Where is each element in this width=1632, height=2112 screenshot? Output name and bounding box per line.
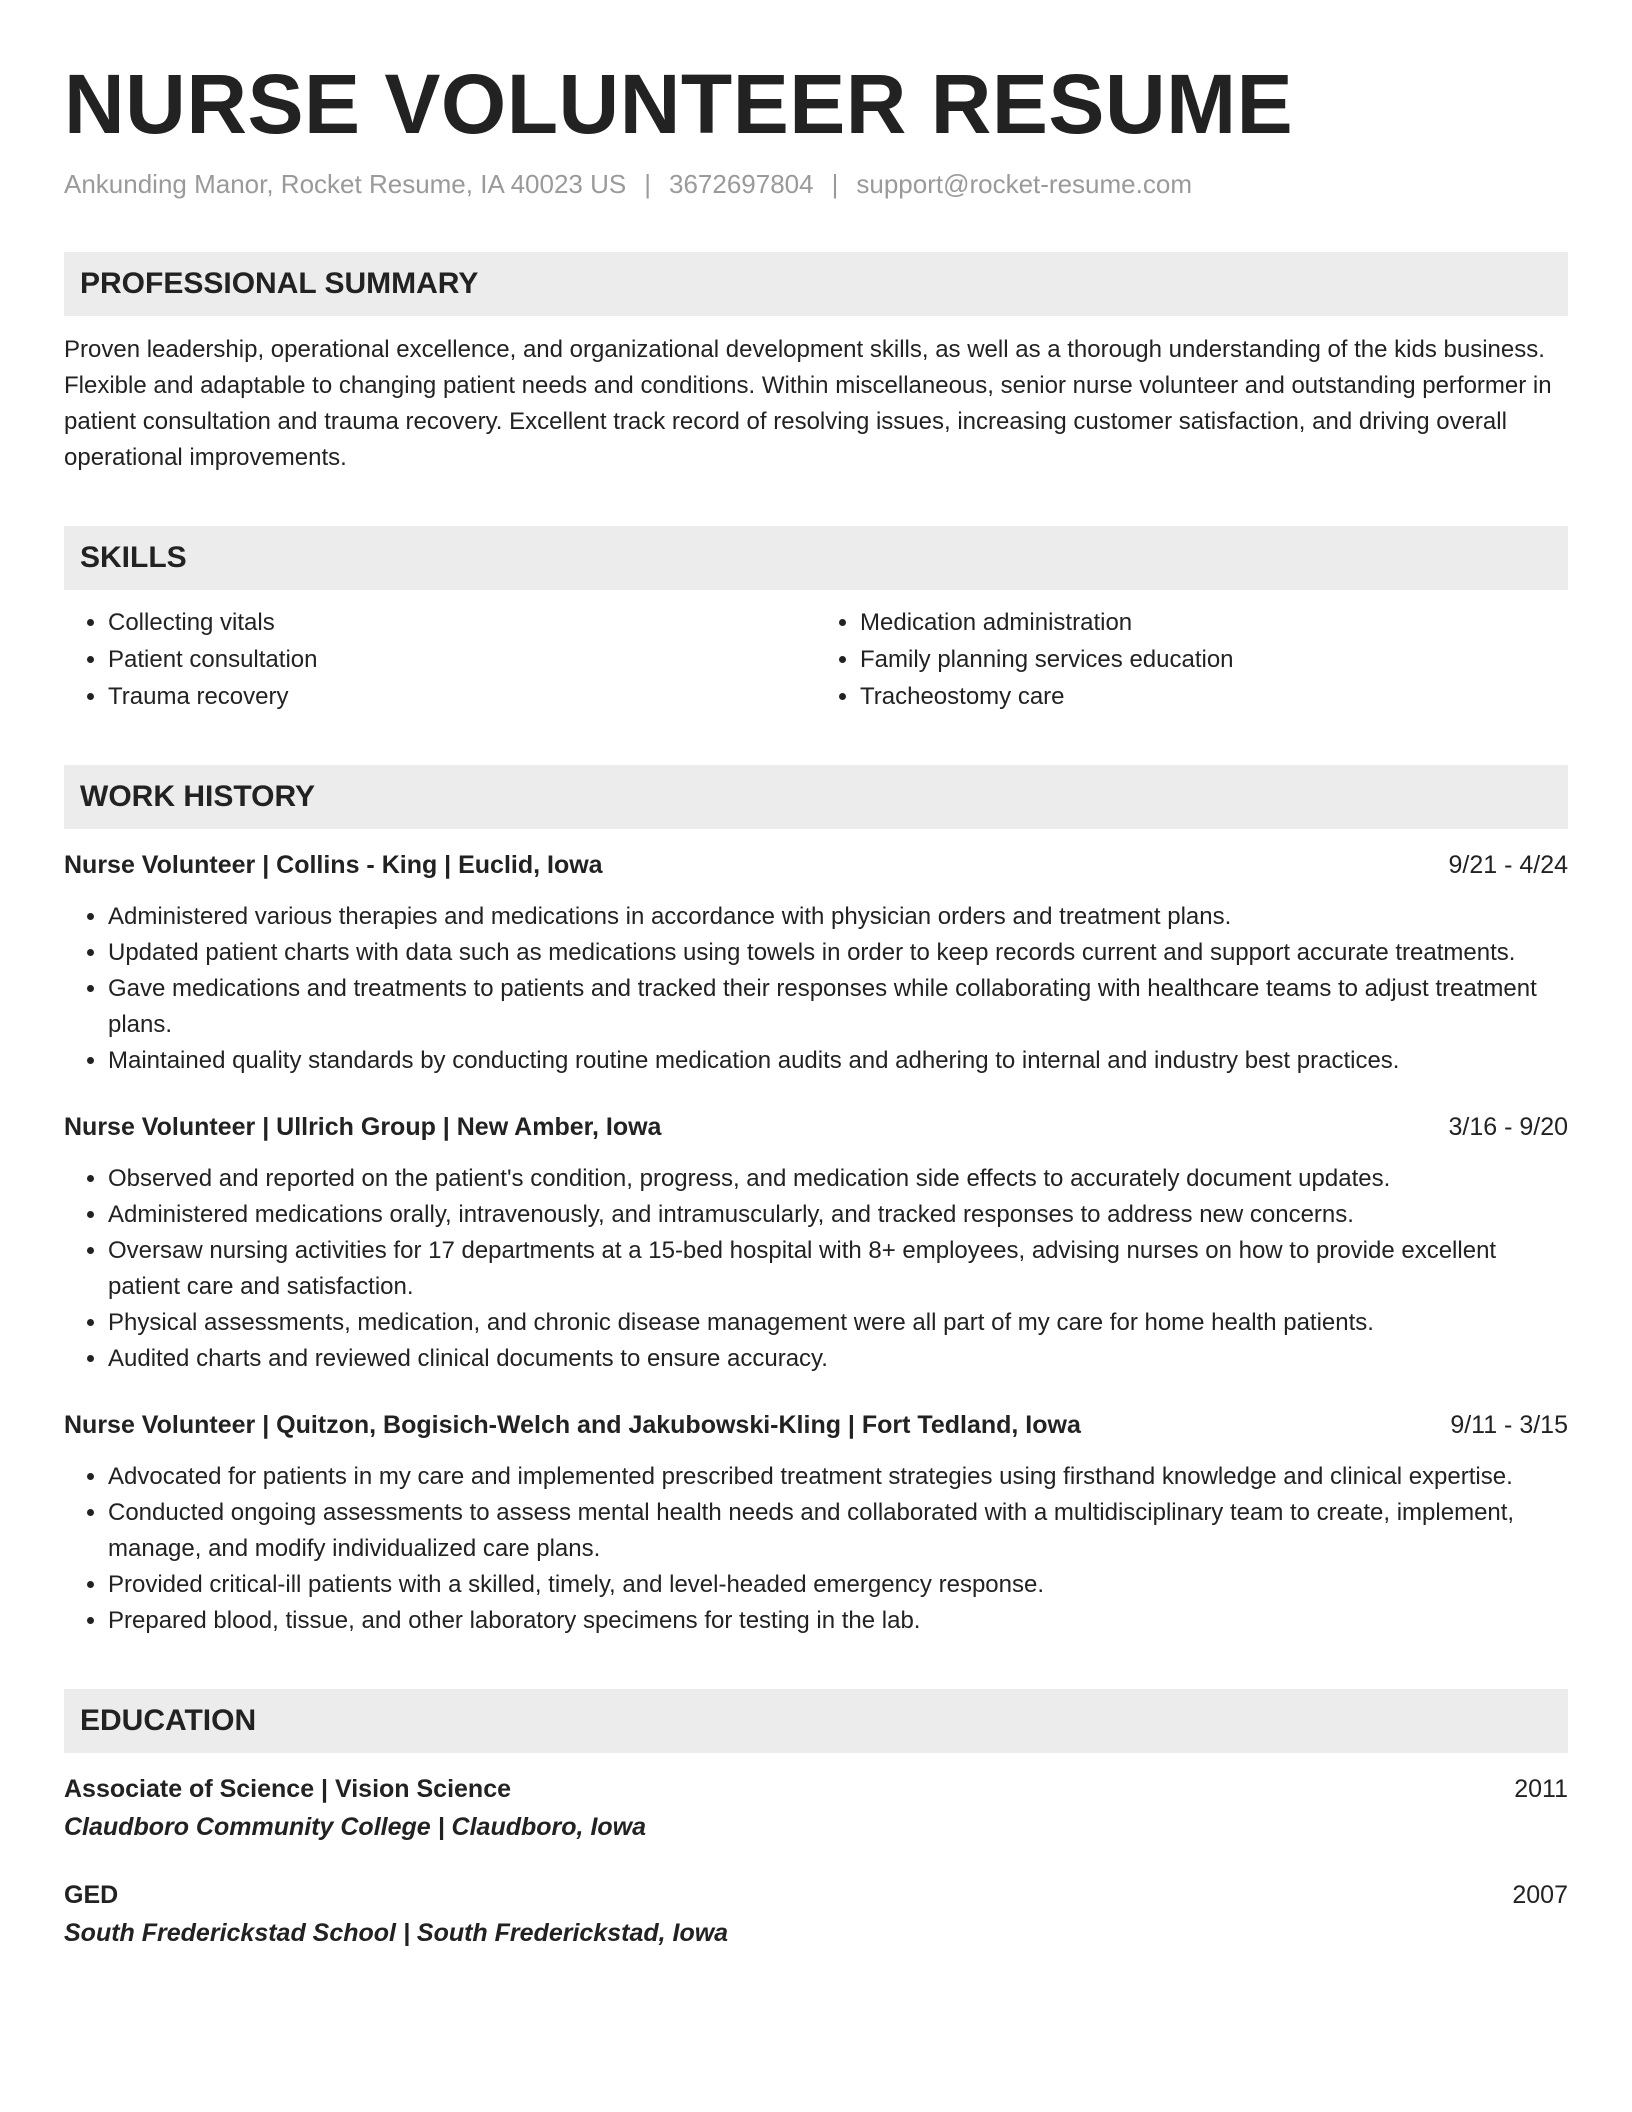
job-entry	[64, 1407, 1568, 1639]
job-bullet: • Updated patient charts with data such as medications using towels in order to keep records current and support accurate treatments.	[108, 935, 1568, 971]
section-header-work: WORK HISTORY	[64, 765, 1568, 829]
job-bullets	[64, 1161, 1568, 1377]
job-bullet: • Gave medications and treatments to patients and tracked their responses while collaborating with healthcare teams to adjust treatment plans.	[108, 971, 1568, 1043]
job-bullets	[64, 899, 1568, 1079]
job-title: Nurse Volunteer | Quitzon, Bogisich-Welch and Jakubowski-Kling | Fort Tedland, Iowa	[64, 1411, 1081, 1439]
job-dates: 9/21 - 4/24	[1448, 851, 1568, 879]
skills-column-left	[64, 604, 816, 715]
section-header-summary: PROFESSIONAL SUMMARY	[64, 252, 1568, 316]
job-bullet: • Administered medications orally, intravenously, and intramuscularly, and tracked responses to address new concerns.	[108, 1197, 1568, 1233]
job-bullet: • Prepared blood, tissue, and other laboratory specimens for testing in the lab.	[108, 1603, 1568, 1639]
skills-column-right	[816, 604, 1568, 715]
contact-address: Ankunding Manor, Rocket Resume, IA 40023 US	[64, 169, 627, 199]
education-degree: Associate of Science | Vision Science	[64, 1775, 512, 1803]
education-entry	[64, 1771, 1568, 1847]
job-bullet: • Advocated for patients in my care and implemented prescribed treatment strategies using firsthand knowledge and clinical expertise.	[108, 1459, 1568, 1495]
skill-item: • Collecting vitals	[108, 604, 816, 641]
job-entry	[64, 847, 1568, 1079]
education-school: South Frederickstad School | South Frederickstad, Iowa	[64, 1919, 729, 1947]
job-bullet: • Conducted ongoing assessments to assess mental health needs and collaborated with a multidisciplinary team to create, implement, manage, and modify individualized care plans.	[108, 1495, 1568, 1567]
education-year: 2011	[1514, 1775, 1568, 1803]
contact-line	[64, 166, 1568, 202]
summary-text: Proven leadership, operational excellence, and organizational development skills, as well as a thorough understanding of the kids business. Flexible and adaptable to changing patient needs and conditions. Within miscellaneous, senior nurse volunteer and outstanding performer in patient consultation and trauma recovery. Excellent track record of resolving issues, increasing customer satisfaction, and driving overall operational improvements.	[64, 336, 1552, 471]
contact-email: support@rocket-resume.com	[856, 169, 1192, 199]
section-header-education: EDUCATION	[64, 1689, 1568, 1753]
job-dates: 3/16 - 9/20	[1448, 1113, 1568, 1141]
education-year: 2007	[1512, 1881, 1568, 1909]
skill-item: • Trauma recovery	[108, 678, 816, 715]
contact-phone: 3672697804	[668, 169, 814, 199]
job-bullet: • Audited charts and reviewed clinical documents to ensure accuracy.	[108, 1341, 1568, 1377]
job-bullet: • Administered various therapies and medications in accordance with physician orders and treatment plans.	[108, 899, 1568, 935]
education-degree: GED	[64, 1881, 119, 1909]
job-bullet: • Oversaw nursing activities for 17 departments at a 15-bed hospital with 8+ employees, advising nurses on how to provide excellent patient care and satisfaction.	[108, 1233, 1568, 1305]
job-title: Nurse Volunteer | Collins - King | Euclid, Iowa	[64, 851, 603, 879]
education-header	[64, 1877, 1568, 1913]
section-header-skills: SKILLS	[64, 526, 1568, 590]
education-school: Claudboro Community College | Claudboro, Iowa	[64, 1813, 647, 1841]
skill-item: • Medication administration	[860, 604, 1568, 641]
skill-item: • Tracheostomy care	[860, 678, 1568, 715]
job-bullet: • Physical assessments, medication, and chronic disease management were all part of my care for home health patients.	[108, 1305, 1568, 1341]
skills-list	[64, 604, 1568, 715]
job-bullet: • Provided critical-ill patients with a skilled, timely, and level-headed emergency response.	[108, 1567, 1568, 1603]
job-header	[64, 1109, 1568, 1145]
contact-separator: |	[644, 169, 651, 199]
contact-separator: |	[831, 169, 839, 199]
job-bullet: • Observed and reported on the patient's condition, progress, and medication side effects to accurately document updates.	[108, 1161, 1568, 1197]
job-dates: 9/11 - 3/15	[1450, 1411, 1568, 1439]
job-header	[64, 1407, 1568, 1443]
job-header	[64, 847, 1568, 883]
job-bullet: • Maintained quality standards by conducting routine medication audits and adhering to internal and industry best practices.	[108, 1043, 1568, 1079]
skill-item: • Patient consultation	[108, 641, 816, 678]
job-title: Nurse Volunteer | Ullrich Group | New Amber, Iowa	[64, 1113, 662, 1141]
job-bullets	[64, 1459, 1568, 1639]
education-header	[64, 1771, 1568, 1807]
skill-item: • Family planning services education	[860, 641, 1568, 678]
job-entry	[64, 1109, 1568, 1377]
page-title: NURSE VOLUNTEER RESUME	[64, 57, 1294, 151]
education-entry	[64, 1877, 1568, 1953]
